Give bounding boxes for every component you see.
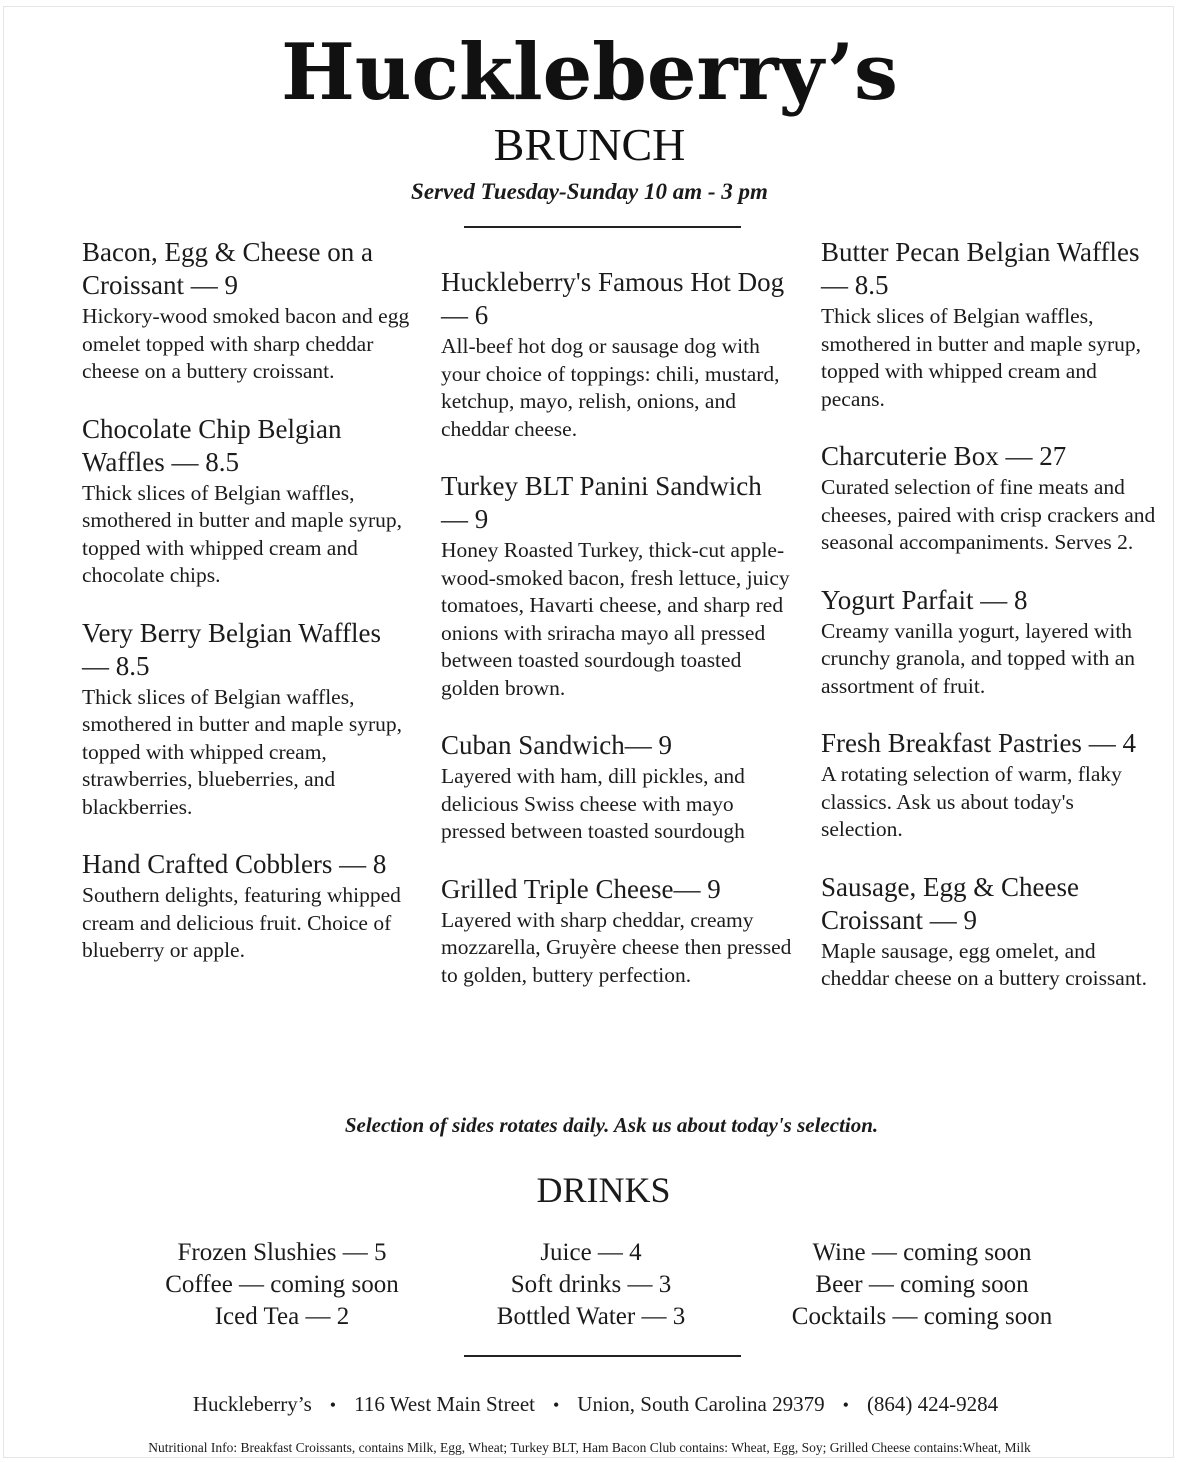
drink-item: Frozen Slushies — 5 [177,1239,387,1266]
brand-title: Huckleberry’s [281,27,898,118]
menu-item-name: Turkey BLT Panini Sandwich — 9 [441,471,762,534]
menu-item-description: A rotating selection of warm, flaky classics. Ask us about today's selection. [821,762,1122,841]
drinks-column-right [762,1237,1082,1333]
footer-address: 116 West Main Street [354,1392,535,1416]
menu-column-right [821,236,1156,993]
drink-item: Coffee — coming soon [165,1271,399,1298]
menu-item [82,413,412,590]
menu-item-description: Layered with sharp cheddar, creamy mozzarella, Gruyère cheese then pressed to golden, buttery perfection. [441,907,792,987]
drink-item: Bottled Water — 3 [496,1303,686,1330]
menu-column-left [82,236,412,965]
menu-item [441,470,793,702]
menu-item-name: Cuban Sandwich— 9 [441,730,672,760]
menu-item [82,848,412,965]
menu-item-description: Maple sausage, egg omelet, and cheddar cheese on a buttery croissant. [821,938,1147,990]
menu-item-name: Very Berry Belgian Waffles — 8.5 [82,617,381,681]
menu-item-description: Creamy vanilla yogurt, layered with crunchy granola, and topped with an assortment of fruit. [821,618,1136,698]
bullet-separator: • [842,1395,849,1415]
footer-phone: (864) 424-9284 [866,1392,999,1416]
drink-item: Beer — coming soon [815,1271,1029,1298]
menu-item [82,236,412,386]
menu-item-description: Layered with ham, dill pickles, and delicious Swiss cheese with mayo pressed between toasted sourdough [441,764,745,843]
menu-item-description: Thick slices of Belgian waffles, smothered in butter and maple syrup, topped with whipped cream, strawberries, blueberries, and blackberries. [82,684,403,819]
sides-note: Selection of sides rotates daily. Ask us about today's selection. [344,1113,879,1137]
footer-contact [0,1390,1179,1419]
menu-item-name: Sausage, Egg & Cheese Croissant — 9 [821,871,1079,935]
drinks-title: DRINKS [536,1170,671,1210]
menu-item [821,871,1156,993]
menu-subtitle: BRUNCH [493,119,686,170]
menu-item-name: Grilled Triple Cheese— 9 [441,873,721,904]
menu-item-name: Chocolate Chip Belgian Waffles — 8.5 [82,413,342,477]
menu-item [441,729,793,846]
menu-item [821,727,1156,844]
divider-top [464,226,741,228]
service-hours: Served Tuesday-Sunday 10 am - 3 pm [411,179,768,204]
divider-bottom [464,1355,741,1357]
menu-item-description: Hickory-wood smoked bacon and egg omelet topped with sharp cheddar cheese on a buttery croissant. [82,304,410,383]
drink-item: Iced Tea — 2 [214,1303,350,1330]
drink-item: Soft drinks — 3 [510,1271,672,1298]
drink-item: Juice — 4 [540,1239,642,1266]
menu-item-name: Charcuterie Box — 27 [821,441,1067,471]
menu-item-name: Huckleberry's Famous Hot Dog — 6 [441,267,785,330]
menu-item-description: Curated selection of fine meats and cheeses, paired with crisp crackers and seasonal accompaniments. Serves 2. [821,475,1156,554]
menu-item-name: Hand Crafted Cobblers — 8 [82,849,387,879]
drinks-column-middle [461,1237,721,1333]
menu-item [441,873,793,990]
bullet-separator: • [552,1395,560,1415]
nutrition-info: Nutritional Info: Breakfast Croissants, contains Milk, Egg, Wheat; Turkey BLT, Ham Bacon Club contains: Wheat, Egg, Soy; Grilled Cheese contains:Wheat, Milk [148,1440,1031,1455]
drink-item: Wine — coming soon [812,1239,1032,1266]
footer-name: Huckleberry’s [192,1392,312,1416]
menu-item [821,236,1156,413]
menu-item-description: Thick slices of Belgian waffles, smothered in butter and maple syrup, topped with whipped cream and chocolate chips. [82,480,403,587]
menu-item-description: Southern delights, featuring whipped cream and delicious fruit. Choice of blueberry or apple. [82,883,401,962]
menu-item [821,440,1156,557]
drinks-column-left [132,1237,432,1333]
menu-item-name: Bacon, Egg & Cheese on a Croissant — 9 [82,237,373,300]
menu-item-name: Yogurt Parfait — 8 [821,584,1028,615]
menu-item-description: All-beef hot dog or sausage dog with your choice of toppings: chili, mustard, ketchup, mayo, relish, onions, and cheddar cheese. [441,334,780,441]
menu-item [441,266,793,443]
menu-item-name: Butter Pecan Belgian Waffles— 8.5 [821,237,1140,300]
menu-item-name: Fresh Breakfast Pastries — 4 [821,728,1136,758]
menu-item-description: Honey Roasted Turkey, thick-cut apple-wood-smoked bacon, fresh lettuce, juicy tomatoes, Havarti cheese, and sharp red onions with sriracha mayo all pressed between toasted sourdough toasted golden brown. [441,538,790,700]
menu-column-middle [441,266,793,989]
menu-item [821,584,1156,701]
bullet-separator: • [329,1395,337,1415]
menu-item-description: Thick slices of Belgian waffles, smothered in butter and maple syrup, topped with whipped cream and pecans. [821,304,1142,411]
drink-item: Cocktails — coming soon [791,1303,1053,1330]
footer-city: Union, South Carolina 29379 [577,1392,825,1416]
menu-item [82,617,412,822]
